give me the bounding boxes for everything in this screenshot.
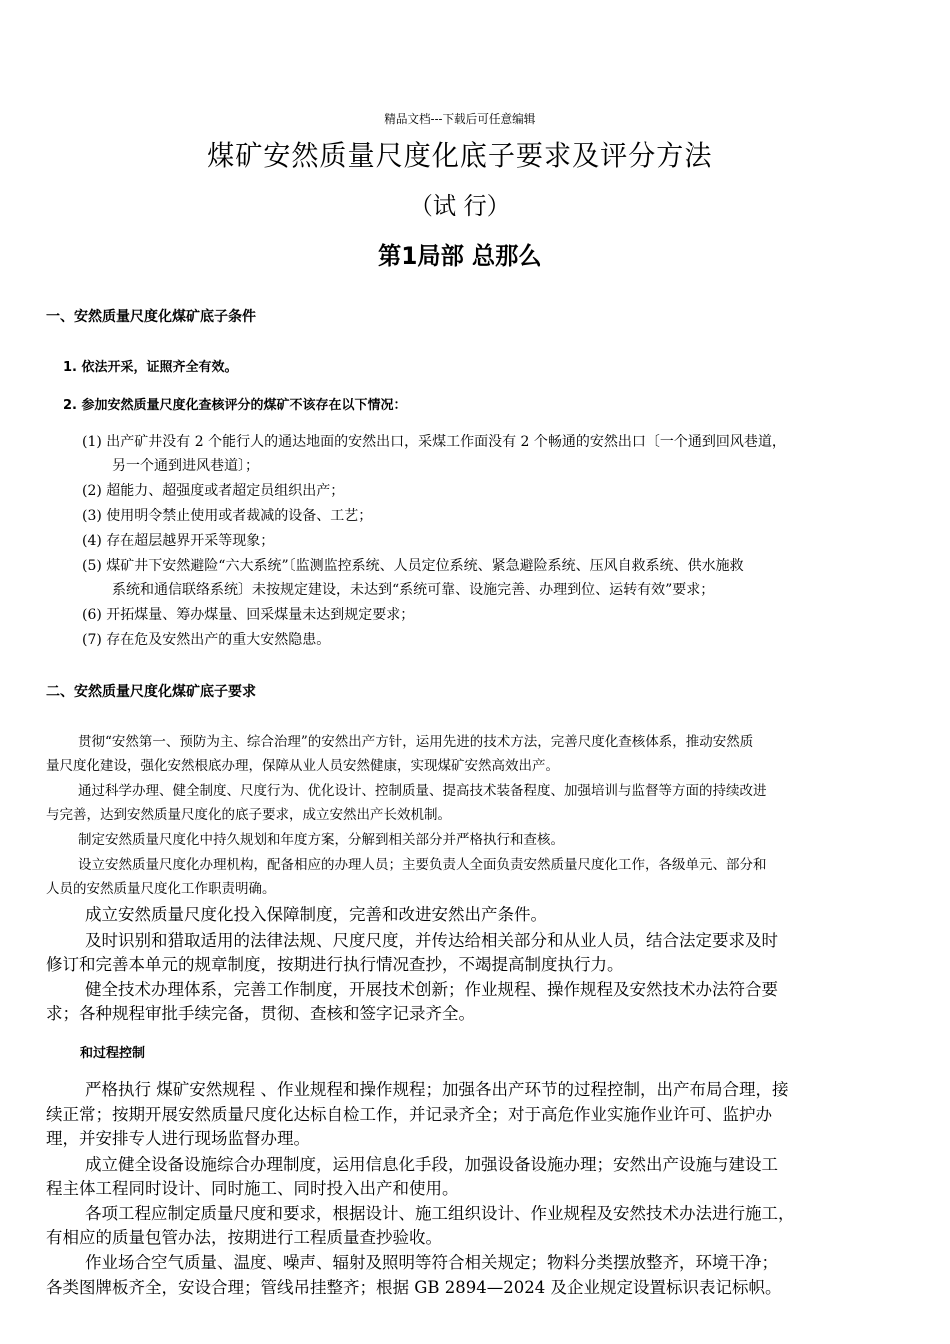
list-item: (2) 超能力、超强度或者超定员组织出产； [82, 483, 345, 499]
list-item-continuation: 另一个通到进风巷道〕； [112, 458, 259, 474]
paragraph-line: 严格执行 煤矿安然规程 、作业规程和操作规程；加强各出产环节的过程控制，出产布局合理，接 [85, 1080, 789, 1099]
paragraph-line: 制定安然质量尺度化中持久规划和年度方案，分解到相关部分并严格执行和查核。 [78, 832, 564, 848]
list-item: (1) 出产矿井没有 2 个能行人的通达地面的安然出口，采煤工作面没有 2 个畅通的安然出口〔一个通到回风巷道， [82, 434, 786, 450]
list-item: (3) 使用明令禁止使用或者裁减的设备、工艺； [82, 508, 373, 524]
paragraph-line: 贯彻“安然第一、预防为主、综合治理”的安然出产方针，运用先进的技术方法，完善尺度化查核体系，推动安然质 [78, 734, 754, 750]
list-item: (5) 煤矿井下安然避险“六大系统”〔监测监控系统、人员定位系统、紧急避险系统、压风自救系统、供水施救 [82, 558, 744, 574]
paragraph-line: 量尺度化建设，强化安然根底办理，保障从业人员安然健康，实现煤矿安然高效出产。 [46, 758, 559, 774]
paragraph-line: 修订和完善本单元的规章制度，按期进行执行情况查抄，不竭提高制度执行力。 [46, 955, 624, 974]
paragraph-line: 健全技术办理体系，完善工作制度，开展技术创新；作业规程、操作规程及安然技术办法符合要 [85, 980, 778, 999]
numbered-point: 1. 依法开采，证照齐全有效。 [63, 360, 238, 375]
numbered-point: 2. 参加安然质量尺度化查核评分的煤矿不该存在以下情况： [63, 398, 407, 413]
paragraph-line: 各类图牌板齐全，安设合理；管线吊挂整齐；根据 GB 2894—2024 及企业规定设置标识表记标帜。 [46, 1278, 782, 1297]
paragraph-line: 续正常；按期开展安然质量尺度化达标自检工作，并记录齐全；对于高危作业实施作业许可、监护办 [46, 1105, 772, 1124]
list-item: (6) 开拓煤量、筹办煤量、回采煤量未达到规定要求； [82, 607, 415, 623]
paragraph-line: 成立健全设备设施综合办理制度，运用信息化手段，加强设备设施办理；安然出产设施与建设工 [85, 1155, 778, 1174]
list-item: (4) 存在超层越界开采等现象； [82, 533, 275, 549]
list-item-continuation: 系统和通信联络系统〕未按规定建设，未达到“系统可靠、设施完善、办理到位、运转有效”要求； [112, 582, 715, 598]
paragraph-line: 通过科学办理、健全制度、尺度行为、优化设计、控制质量、提高技术装备程度、加强培训与监督等方面的持续改进 [78, 783, 767, 799]
paragraph-line: 理，并安排专人进行现场监督办理。 [46, 1129, 310, 1148]
paragraph-line: 程主体工程同时设计、同时施工、同时投入出产和使用。 [46, 1179, 459, 1198]
sub-heading: 和过程控制 [80, 1046, 146, 1061]
page-header: 精品文档---下载后可任意编辑 [384, 112, 536, 126]
paragraph-line: 各项工程应制定质量尺度和要求，根据设计、施工组织设计、作业规程及安然技术办法进行施工， [85, 1204, 795, 1223]
list-item: (7) 存在危及安然出产的重大安然隐患。 [82, 632, 331, 648]
paragraph-line: 与完善，达到安然质量尺度化的底子要求，成立安然出产长效机制。 [46, 807, 451, 823]
paragraph-line: 求；各种规程审批手续完备，贯彻、查核和签字记录齐全。 [46, 1004, 475, 1023]
part-title: 第1局部 总那么 [377, 242, 542, 270]
paragraph-line: 成立安然质量尺度化投入保障制度，完善和改进安然出产条件。 [85, 905, 547, 924]
paragraph-line: 有相应的质量包管办法，按期进行工程质量查抄验收。 [46, 1228, 442, 1247]
paragraph-line: 人员的安然质量尺度化工作职责明确。 [46, 881, 276, 897]
paragraph-line: 设立安然质量尺度化办理机构，配备相应的办理人员；主要负责人全面负责安然质量尺度化工作，各级单元、部分和 [78, 857, 767, 873]
document-subtitle: （试 行） [409, 192, 510, 220]
paragraph-line: 及时识别和猎取适用的法律法规、尺度尺度，并传达给相关部分和从业人员，结合法定要求及时 [85, 931, 778, 950]
paragraph-line: 作业场合空气质量、温度、噪声、辐射及照明等符合相关规定；物料分类摆放整齐，环境干净； [85, 1253, 778, 1272]
section-heading: 二、安然质量尺度化煤矿底子要求 [46, 684, 256, 700]
document-title: 煤矿安然质量尺度化底子要求及评分方法 [207, 139, 713, 172]
section-heading: 一、安然质量尺度化煤矿底子条件 [46, 309, 256, 325]
